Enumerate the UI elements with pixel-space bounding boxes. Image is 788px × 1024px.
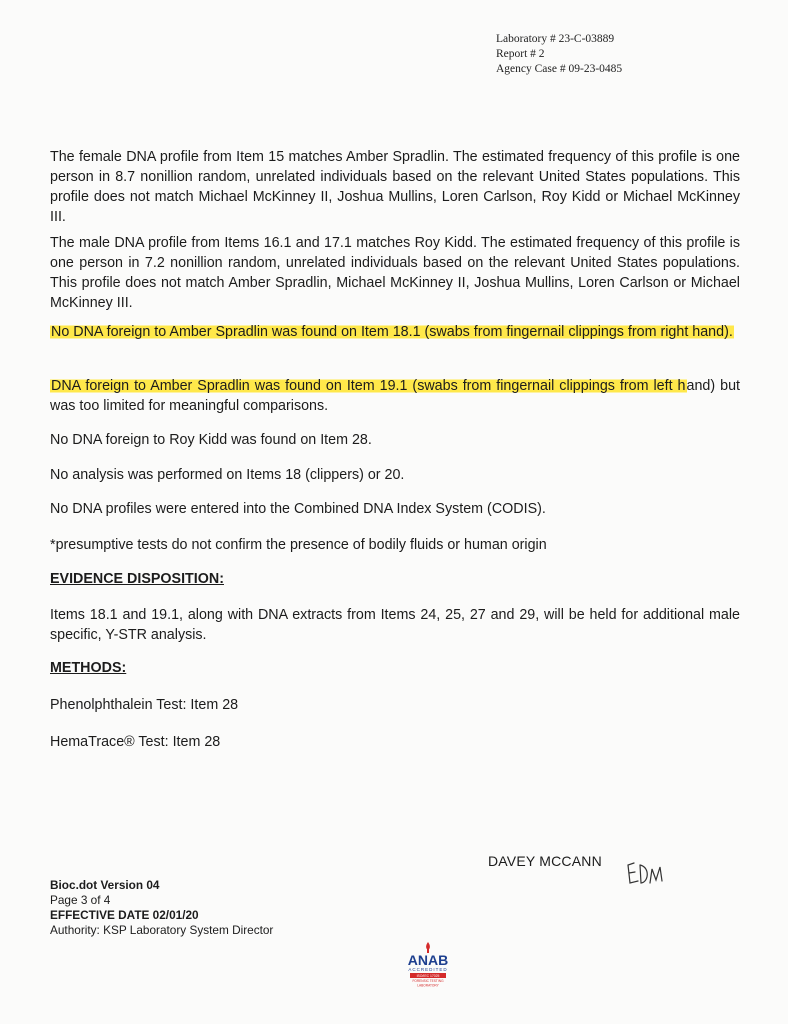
lab-number: Laboratory # 23-C-03889 [496, 33, 615, 45]
male-profile-paragraph: The male DNA profile from Items 16.1 and 17.1 matches Roy Kidd. The estimated frequency of this profile is one person in 7.2 nonillion random, unrelated individuals based on the relevant United States populations. This profile does not match Amber Spradlin, Michael McKinney II, Joshua Mullins, Loren Carlson or Michael McKinney III. [50, 235, 740, 311]
anab-accreditation-logo-icon [388, 940, 468, 990]
highlighted-text: DNA foreign to Amber Spradlin was found on Item 19.1 (swabs from fingernail clippings from left h [51, 378, 686, 394]
logo-badge-1: ISO/IEC 17025 [416, 974, 440, 978]
female-profile-paragraph: The female DNA profile from Item 15 matches Amber Spradlin. The estimated frequency of this profile is one person in 8.7 nonillion random, unrelated individuals based on the relevant United States populations. This profile does not match Michael McKinney II, Joshua Mullins, Loren Carlson, Roy Kidd or Michael McKinney III. [50, 149, 740, 225]
highlighted-text: No DNA foreign to Amber Spradlin was found on Item 18.1 (swabs from fingernail clippings from right hand). [51, 324, 733, 340]
roy-kidd-paragraph: No DNA foreign to Roy Kidd was found on Item 28. [50, 432, 372, 448]
no-analysis-paragraph: No analysis was performed on Items 18 (clippers) or 20. [50, 467, 405, 483]
item-19-1-rest: and) but was too limited for meaningful comparisons. [50, 378, 740, 414]
evidence-disposition-heading: EVIDENCE DISPOSITION: [50, 571, 224, 587]
item-19-1-paragraph [50, 376, 740, 416]
handwritten-initials-icon [622, 853, 672, 889]
item-18-1-paragraph [50, 322, 740, 342]
report-header [496, 32, 622, 77]
effective-date: EFFECTIVE DATE 02/01/20 [50, 908, 199, 922]
phenolphthalein-method: Phenolphthalein Test: Item 28 [50, 697, 239, 713]
logo-badge-2: FORENSIC TESTING [412, 979, 444, 983]
agency-case-number: Agency Case # 09-23-0485 [496, 63, 623, 75]
analyst-name: DAVEY MCCANN [488, 853, 602, 869]
document-footer [50, 878, 273, 938]
hematrace-method: HemaTrace® Test: Item 28 [50, 734, 221, 750]
page-number: Page 3 of 4 [50, 893, 111, 907]
authority: Authority: KSP Laboratory System Director [50, 923, 274, 937]
logo-name: ANAB [407, 952, 449, 968]
logo-badge-3: LABORATORY [417, 983, 439, 988]
document-version: Bioc.dot Version 04 [50, 878, 160, 892]
evidence-disposition-text: Items 18.1 and 19.1, along with DNA extracts from Items 24, 25, 27 and 29, will be held for additional male specific, Y-STR analysis. [50, 607, 740, 643]
methods-heading: METHODS: [50, 660, 127, 676]
logo-sub: ACCREDITED [408, 967, 448, 972]
presumptive-note: *presumptive tests do not confirm the presence of bodily fluids or human origin [50, 537, 547, 553]
report-number: Report # 2 [496, 48, 545, 60]
codis-paragraph: No DNA profiles were entered into the Combined DNA Index System (CODIS). [50, 501, 546, 517]
